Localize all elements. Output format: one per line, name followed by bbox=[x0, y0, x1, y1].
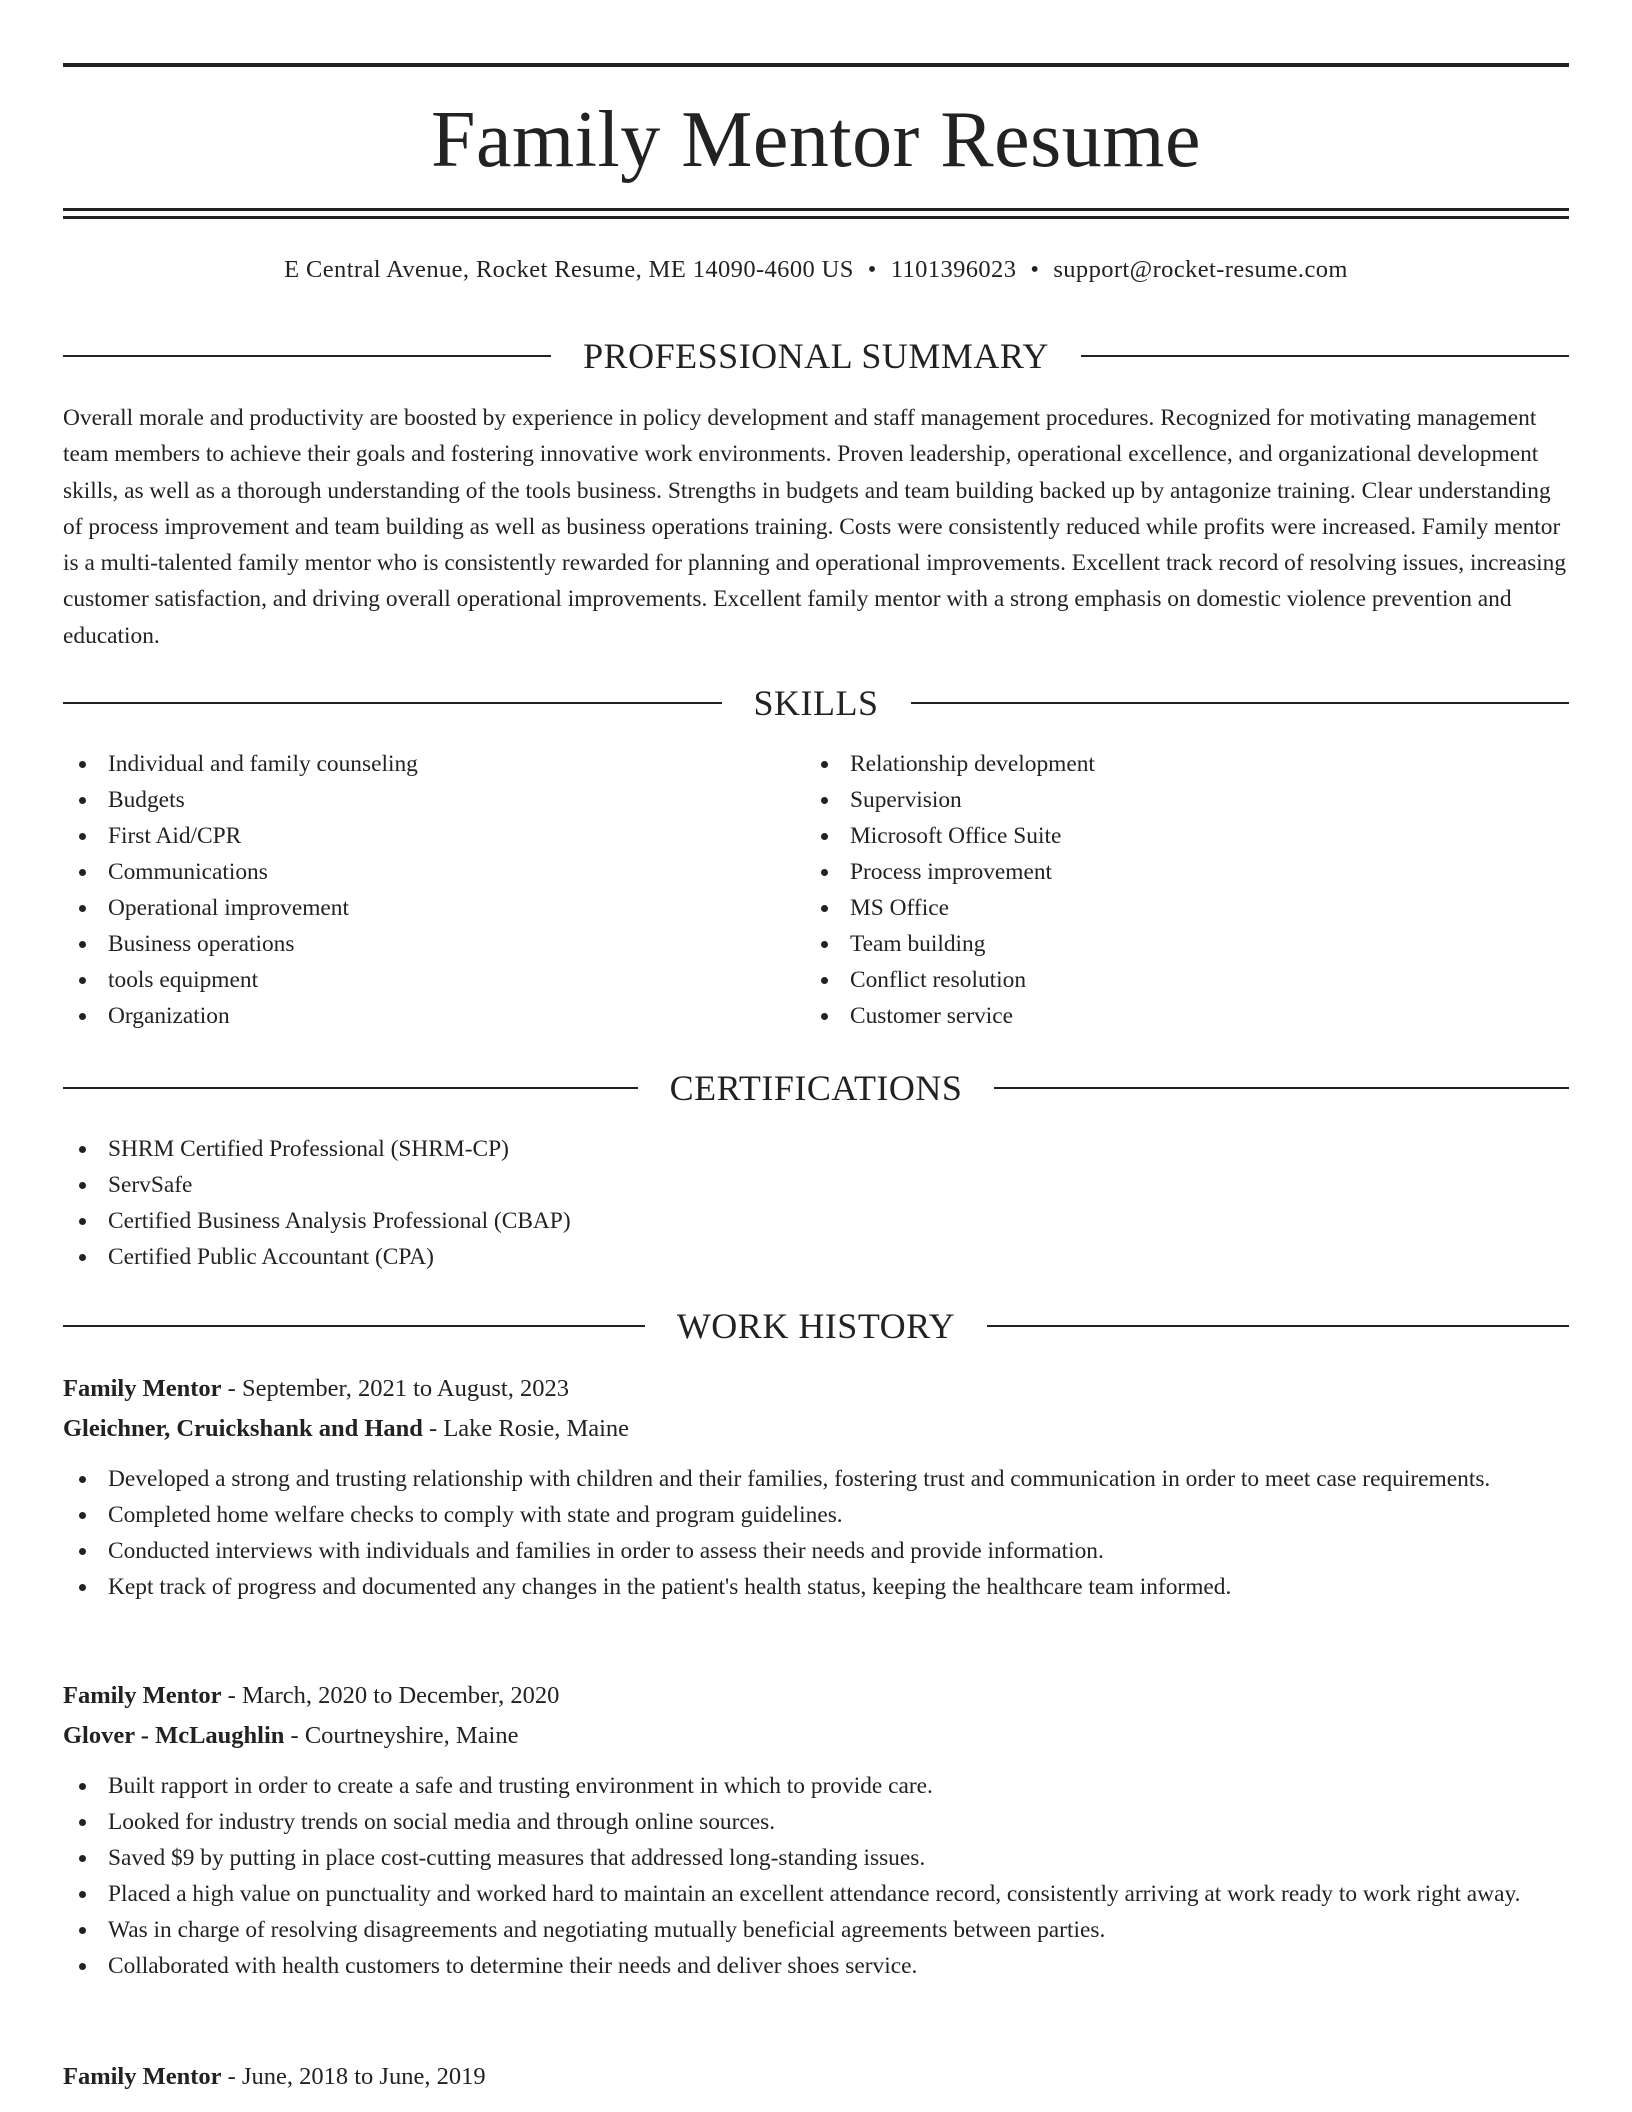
certification-item: Certified Public Accountant (CPA) bbox=[63, 1239, 1569, 1275]
contact-separator: • bbox=[867, 256, 877, 283]
duty-item: Developed a strong and trusting relationship with children and their families, fostering trust and communication in order to meet case requirements. bbox=[63, 1461, 1569, 1497]
job-entry bbox=[63, 2057, 1569, 2097]
section-title: CERTIFICATIONS bbox=[669, 1068, 963, 1108]
duty-item: Collaborated with health customers to determine their needs and deliver shoes service. bbox=[63, 1948, 1569, 1984]
duty-item: Was in charge of resolving disagreements and negotiating mutually beneficial agreements between parties. bbox=[63, 1912, 1569, 1948]
divider bbox=[1081, 355, 1569, 357]
divider bbox=[63, 355, 551, 357]
section-header-certifications bbox=[63, 1066, 1569, 1110]
divider bbox=[987, 1325, 1569, 1327]
top-rule bbox=[63, 63, 1569, 67]
skills-list bbox=[63, 746, 1569, 1034]
duty-item: Conducted interviews with individuals and families in order to assess their needs and provide information. bbox=[63, 1533, 1569, 1569]
divider bbox=[63, 1087, 638, 1089]
section-header-skills bbox=[63, 681, 1569, 725]
contact-line bbox=[63, 254, 1569, 286]
job-company: Glover - McLaughlin bbox=[63, 1722, 285, 1749]
duty-item: Saved $9 by putting in place cost-cutting measures that addressed long-standing issues. bbox=[63, 1840, 1569, 1876]
contact-phone: 1101396023 bbox=[890, 256, 1017, 283]
divider bbox=[63, 1325, 645, 1327]
skill-item: Supervision bbox=[805, 782, 1547, 818]
skill-item: First Aid/CPR bbox=[63, 818, 805, 854]
duty-item: Kept track of progress and documented any changes in the patient's health status, keeping the healthcare team informed. bbox=[63, 1569, 1569, 1605]
contact-address: E Central Avenue, Rocket Resume, ME 14090-4600 US bbox=[284, 256, 854, 283]
job-company-line bbox=[63, 1716, 1569, 1756]
job-dates: - March, 2020 to December, 2020 bbox=[221, 1682, 560, 1709]
job-title: Family Mentor bbox=[63, 1682, 222, 1709]
contact-separator: • bbox=[1030, 256, 1040, 283]
divider bbox=[994, 1087, 1569, 1089]
job-duties bbox=[63, 1768, 1569, 1984]
skill-item: Process improvement bbox=[805, 854, 1547, 890]
certification-item: Certified Business Analysis Professional (CBAP) bbox=[63, 1203, 1569, 1239]
summary-text: Overall morale and productivity are boosted by experience in policy development and staff management procedures. Recognized for motivating management team members to achieve their goals and fostering innovative work environments. Proven leadership, operational excellence, and organizational development skills, as well as a thorough understanding of the tools business. Strengths in budgets and team building backed up by antagonize training. Clear understanding of process improvement and team building as well as business operations training. Costs were consistently reduced while profits were increased. Family mentor is a multi-talented family mentor who is consistently rewarded for planning and operational improvements. Excellent track record of resolving issues, increasing customer satisfaction, and driving overall operational improvements. Excellent family mentor with a strong emphasis on domestic violence prevention and education. bbox=[63, 405, 1567, 649]
job-title: Family Mentor bbox=[63, 2063, 222, 2090]
job-role-line bbox=[63, 2057, 1569, 2097]
skill-item: Organization bbox=[63, 998, 805, 1034]
divider bbox=[63, 702, 722, 704]
certification-item: SHRM Certified Professional (SHRM-CP) bbox=[63, 1131, 1569, 1167]
duty-item: Built rapport in order to create a safe and trusting environment in which to provide care. bbox=[63, 1768, 1569, 1804]
section-header-work-history bbox=[63, 1304, 1569, 1348]
skill-item: tools equipment bbox=[63, 962, 805, 998]
divider bbox=[911, 702, 1570, 704]
skill-item: Operational improvement bbox=[63, 890, 805, 926]
job-location: - Lake Rosie, Maine bbox=[422, 1415, 630, 1442]
section-header-summary bbox=[63, 334, 1569, 378]
job-entry bbox=[63, 1369, 1569, 1605]
section-title: SKILLS bbox=[753, 683, 879, 723]
skills-column-right bbox=[805, 746, 1547, 1034]
job-company-line bbox=[63, 1409, 1569, 1449]
job-entry bbox=[63, 1676, 1569, 1984]
duty-item: Looked for industry trends on social media and through online sources. bbox=[63, 1804, 1569, 1840]
skills-column-left bbox=[63, 746, 805, 1034]
certifications-list bbox=[63, 1131, 1569, 1275]
skill-item: Business operations bbox=[63, 926, 805, 962]
certification-item: ServSafe bbox=[63, 1167, 1569, 1203]
skill-item: Relationship development bbox=[805, 746, 1547, 782]
skill-item: MS Office bbox=[805, 890, 1547, 926]
duty-item: Placed a high value on punctuality and worked hard to maintain an excellent attendance record, consistently arriving at work ready to work right away. bbox=[63, 1876, 1569, 1912]
job-location: - Courtneyshire, Maine bbox=[284, 1722, 519, 1749]
duty-item: Completed home welfare checks to comply with state and program guidelines. bbox=[63, 1497, 1569, 1533]
page-title: Family Mentor Resume bbox=[431, 96, 1201, 184]
skill-item: Team building bbox=[805, 926, 1547, 962]
job-company: Gleichner, Cruickshank and Hand bbox=[63, 1415, 423, 1442]
skill-item: Conflict resolution bbox=[805, 962, 1547, 998]
job-role-line bbox=[63, 1369, 1569, 1409]
section-title: PROFESSIONAL SUMMARY bbox=[583, 336, 1049, 376]
job-role-line bbox=[63, 1676, 1569, 1716]
skill-item: Microsoft Office Suite bbox=[805, 818, 1547, 854]
job-duties bbox=[63, 1461, 1569, 1605]
skill-item: Customer service bbox=[805, 998, 1547, 1034]
job-dates: - September, 2021 to August, 2023 bbox=[221, 1375, 569, 1402]
title-double-rule bbox=[63, 208, 1569, 219]
job-dates: - June, 2018 to June, 2019 bbox=[221, 2063, 486, 2090]
job-title: Family Mentor bbox=[63, 1375, 222, 1402]
section-title: WORK HISTORY bbox=[676, 1306, 956, 1346]
skill-item: Individual and family counseling bbox=[63, 746, 805, 782]
contact-email: support@rocket-resume.com bbox=[1053, 256, 1348, 283]
skill-item: Budgets bbox=[63, 782, 805, 818]
skill-item: Communications bbox=[63, 854, 805, 890]
